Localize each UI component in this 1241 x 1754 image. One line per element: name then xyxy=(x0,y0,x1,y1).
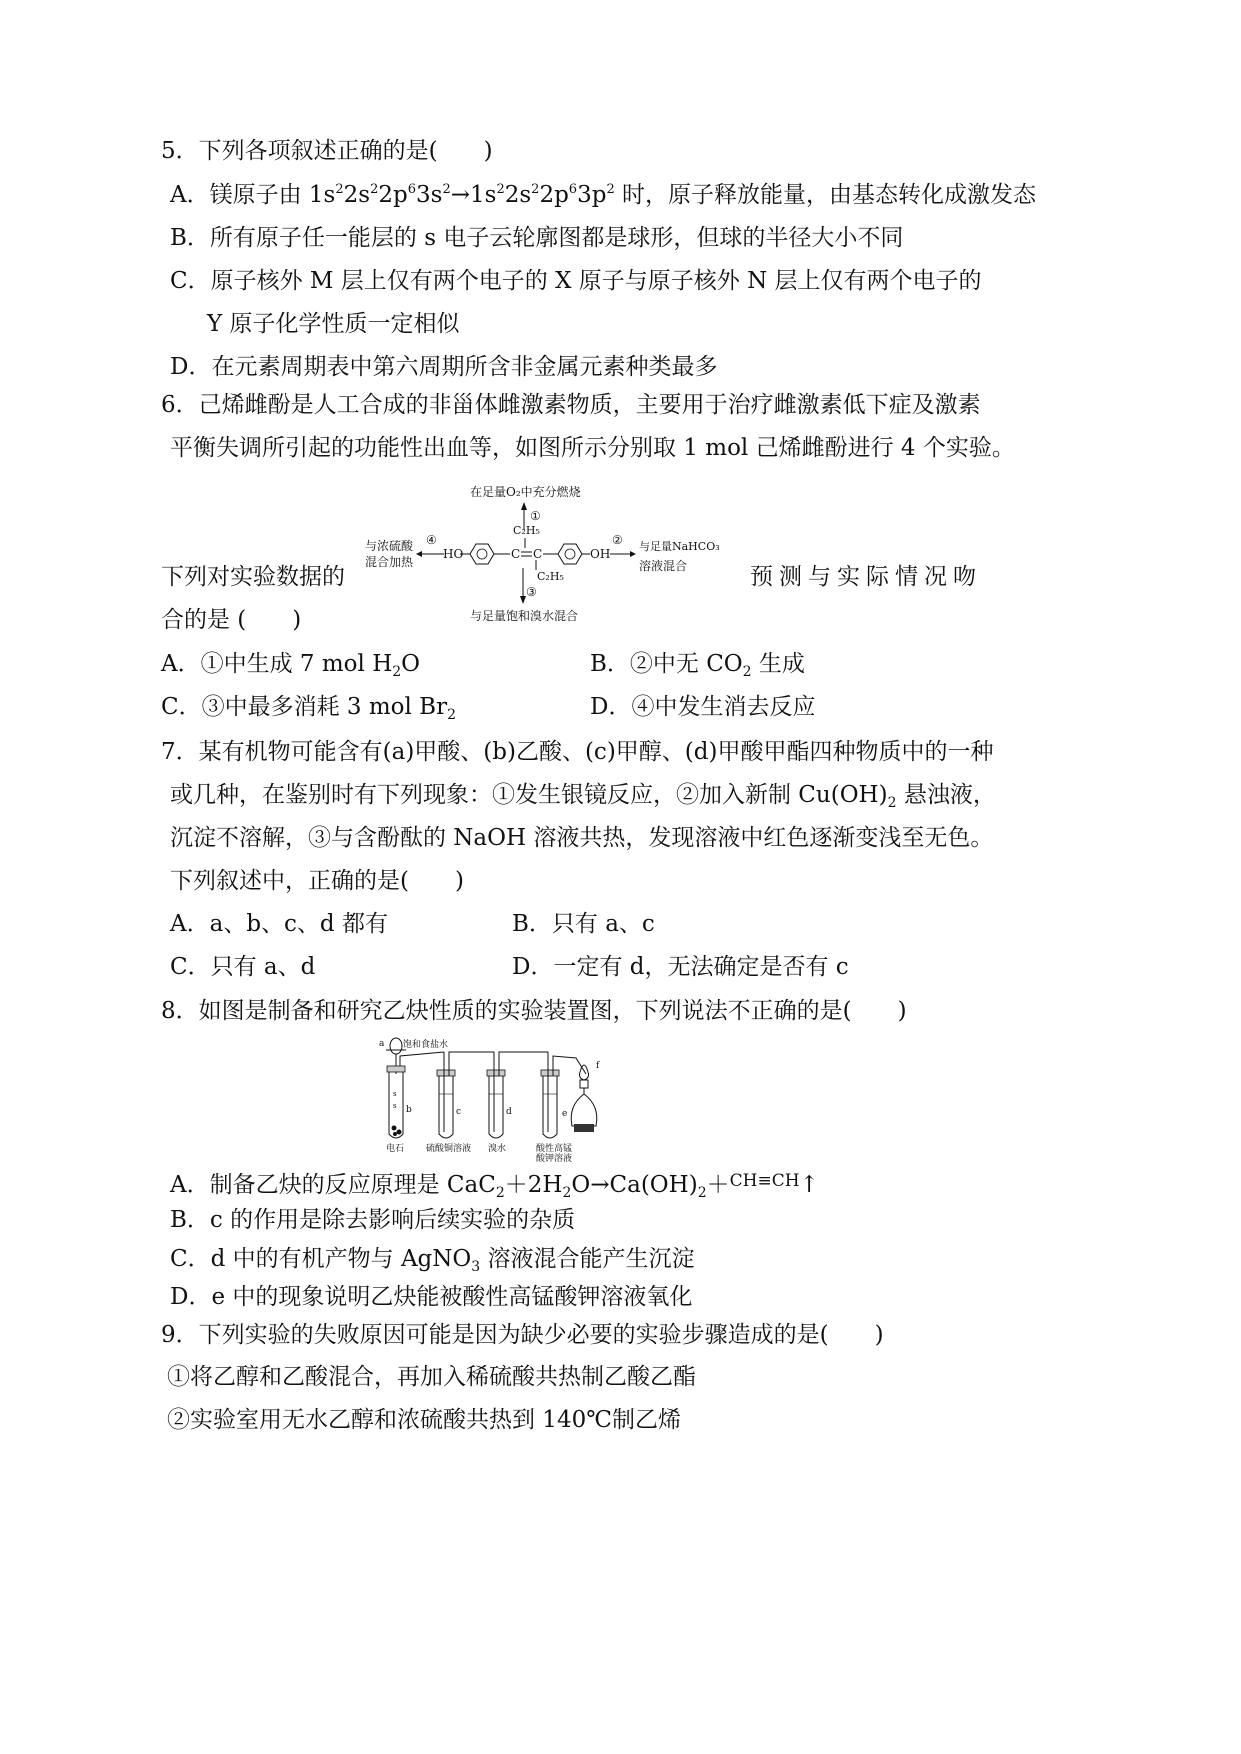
fig8-label-e: e xyxy=(562,1109,568,1119)
fig6-ethyl-bottom: C₂H₅ xyxy=(537,570,564,583)
fig6-carbon-1: C xyxy=(511,547,521,561)
q8-option-a: A．制备乙炔的反应原理是 $CaC_2+2H_2O\to Ca(OH)_2+^{CH\equiv CH}↑$ xyxy=(170,1171,819,1201)
q7-option-b: B．只有 a、c xyxy=(512,911,655,937)
svg-text:s: s xyxy=(393,1090,397,1098)
fig6-left-label2: 混合加热 xyxy=(365,555,414,569)
fig6-top-label: 在足量O₂中充分燃烧 xyxy=(470,485,581,499)
fig6-right-label1: 与足量NaHCO₃ xyxy=(639,540,720,553)
tube-d-bromine-water xyxy=(487,1052,505,1138)
q7-stem-line3: 沉淀不溶解，③与含酚酞的 NaOH 溶液共热，发现溶液中红色逐渐变浅至无色。 xyxy=(170,825,994,851)
q6-stem-line1: 6．己烯雌酚是人工合成的非甾体雌激素物质，主要用于治疗雌激素低下症及激素 xyxy=(161,392,981,418)
fig6-benzene-ring-right xyxy=(558,544,582,564)
fig8-label-b: b xyxy=(406,1105,412,1115)
tube-b-calcium-carbide xyxy=(387,1066,405,1138)
acetylene-apparatus-figure xyxy=(376,1036,626,1162)
fig6-benzene-ring-left xyxy=(470,544,494,564)
q5-option-d: D．在元素周期表中第六周期所含非金属元素种类最多 xyxy=(170,354,718,380)
fig6-right-label2: 溶液混合 xyxy=(639,559,688,573)
q6-stem-line4: 合的是 ( ) xyxy=(161,607,302,633)
fig8-funnel-label: 饱和食盐水 xyxy=(403,1040,449,1050)
q6-stem-line2: 平衡失调所引起的功能性出血等，如图所示分别取 1 mol 己烯雌酚进行 4 个实验。 xyxy=(170,435,1015,461)
q6-option-a: A．①中生成 7 mol $H_2O$ xyxy=(161,651,421,680)
q7-option-a: A．a、b、c、d 都有 xyxy=(170,911,388,937)
fig6-ethyl-top: C₂H₅ xyxy=(513,524,540,537)
tube-c-copper-sulfate xyxy=(437,1052,455,1138)
q5-stem: 5．下列各项叙述正确的是( ) xyxy=(161,138,493,164)
q5-option-c-line2: Y 原子化学性质一定相似 xyxy=(207,311,460,337)
q7-option-c: C．只有 a、d xyxy=(170,954,316,980)
fig6-step1: ① xyxy=(530,509,541,523)
fig6-step3: ③ xyxy=(526,585,537,599)
fig8-bottom-label-4a: 酸性高锰 xyxy=(536,1144,573,1154)
fig8-bottom-label-2: 硫酸铜溶液 xyxy=(426,1144,472,1154)
q9-item-1: ①将乙醇和乙酸混合，再加入稀硫酸共热制乙酸乙酯 xyxy=(167,1364,696,1390)
fig6-step4: ④ xyxy=(426,533,437,547)
q7-option-d: D．一定有 d，无法确定是否有 c xyxy=(512,954,849,980)
fig8-label-d: d xyxy=(506,1107,512,1117)
q9-item-2: ②实验室用无水乙醇和浓硫酸共热到 140℃制乙烯 xyxy=(167,1407,681,1433)
q7-stem-line2: 或几种，在鉴别时有下列现象：①发生银镜反应，②加入新制 $Cu(OH)_2$ 悬浊液， xyxy=(170,782,996,811)
q6-stem-right: 预测与实际情况吻 xyxy=(750,564,982,590)
fig6-step2: ② xyxy=(612,533,623,547)
fig6-oh-group: OH xyxy=(590,547,611,561)
fig8-bottom-label-1: 电石 xyxy=(386,1144,405,1154)
q5-option-a: A．镁原子由 $1s^22s^22p^63s^2\to 1s^22s^22p^63p^2$ 时，原子释放能量，由基态转化成激发态 xyxy=(170,182,1037,208)
fig6-ho-group: HO xyxy=(443,547,464,561)
fig8-bottom-label-4b: 酸钾溶液 xyxy=(536,1154,573,1162)
fig6-bottom-label: 与足量饱和溴水混合 xyxy=(470,609,579,623)
fig8-label-f: f xyxy=(596,1061,600,1071)
tube-e-permanganate xyxy=(541,1052,559,1138)
q9-stem: 9．下列实验的失败原因可能是因为缺少必要的实验步骤造成的是( ) xyxy=(161,1322,884,1348)
q5-option-c-line1: C．原子核外 M 层上仅有两个电子的 X 原子与原子核外 N 层上仅有两个电子的 xyxy=(170,268,982,294)
q5-option-b: B．所有原子任一能层的 s 电子云轮廓图都是球形，但球的半径大小不同 xyxy=(170,225,904,251)
q6-option-c: C．③中最多消耗 3 mol $Br_2$ xyxy=(161,694,456,723)
fig8-label-c: c xyxy=(456,1107,462,1117)
q8-option-d: D．e 中的现象说明乙炔能被酸性高锰酸钾溶液氧化 xyxy=(170,1284,693,1310)
q7-stem-line4: 下列叙述中，正确的是( ) xyxy=(170,868,464,894)
fig6-left-label1: 与浓硫酸 xyxy=(365,539,414,553)
q6-option-b: B．②中无 $CO_2$ 生成 xyxy=(590,651,805,680)
alcohol-lamp xyxy=(571,1065,597,1132)
fig6-carbon-2: C xyxy=(533,547,543,561)
q8-stem: 8．如图是制备和研究乙炔性质的实验装置图，下列说法不正确的是( ) xyxy=(161,998,907,1024)
diethylstilbestrol-reaction-figure xyxy=(360,478,740,628)
q8-option-c: C．d 中的有机产物与 AgNO$_3$ 溶液混合能产生沉淀 xyxy=(170,1246,695,1275)
q6-option-d: D．④中发生消去反应 xyxy=(590,694,816,720)
fig8-label-a: a xyxy=(379,1039,385,1049)
svg-text:s: s xyxy=(393,1102,397,1110)
q7-stem-line1: 7．某有机物可能含有(a)甲酸、(b)乙酸、(c)甲醇、(d)甲酸甲酯四种物质中的一种 xyxy=(161,739,994,765)
q8-option-b: B．c 的作用是除去影响后续实验的杂质 xyxy=(170,1207,576,1233)
fig8-bottom-label-3: 溴水 xyxy=(488,1144,507,1154)
q6-stem-left: 下列对实验数据的 xyxy=(161,564,345,590)
